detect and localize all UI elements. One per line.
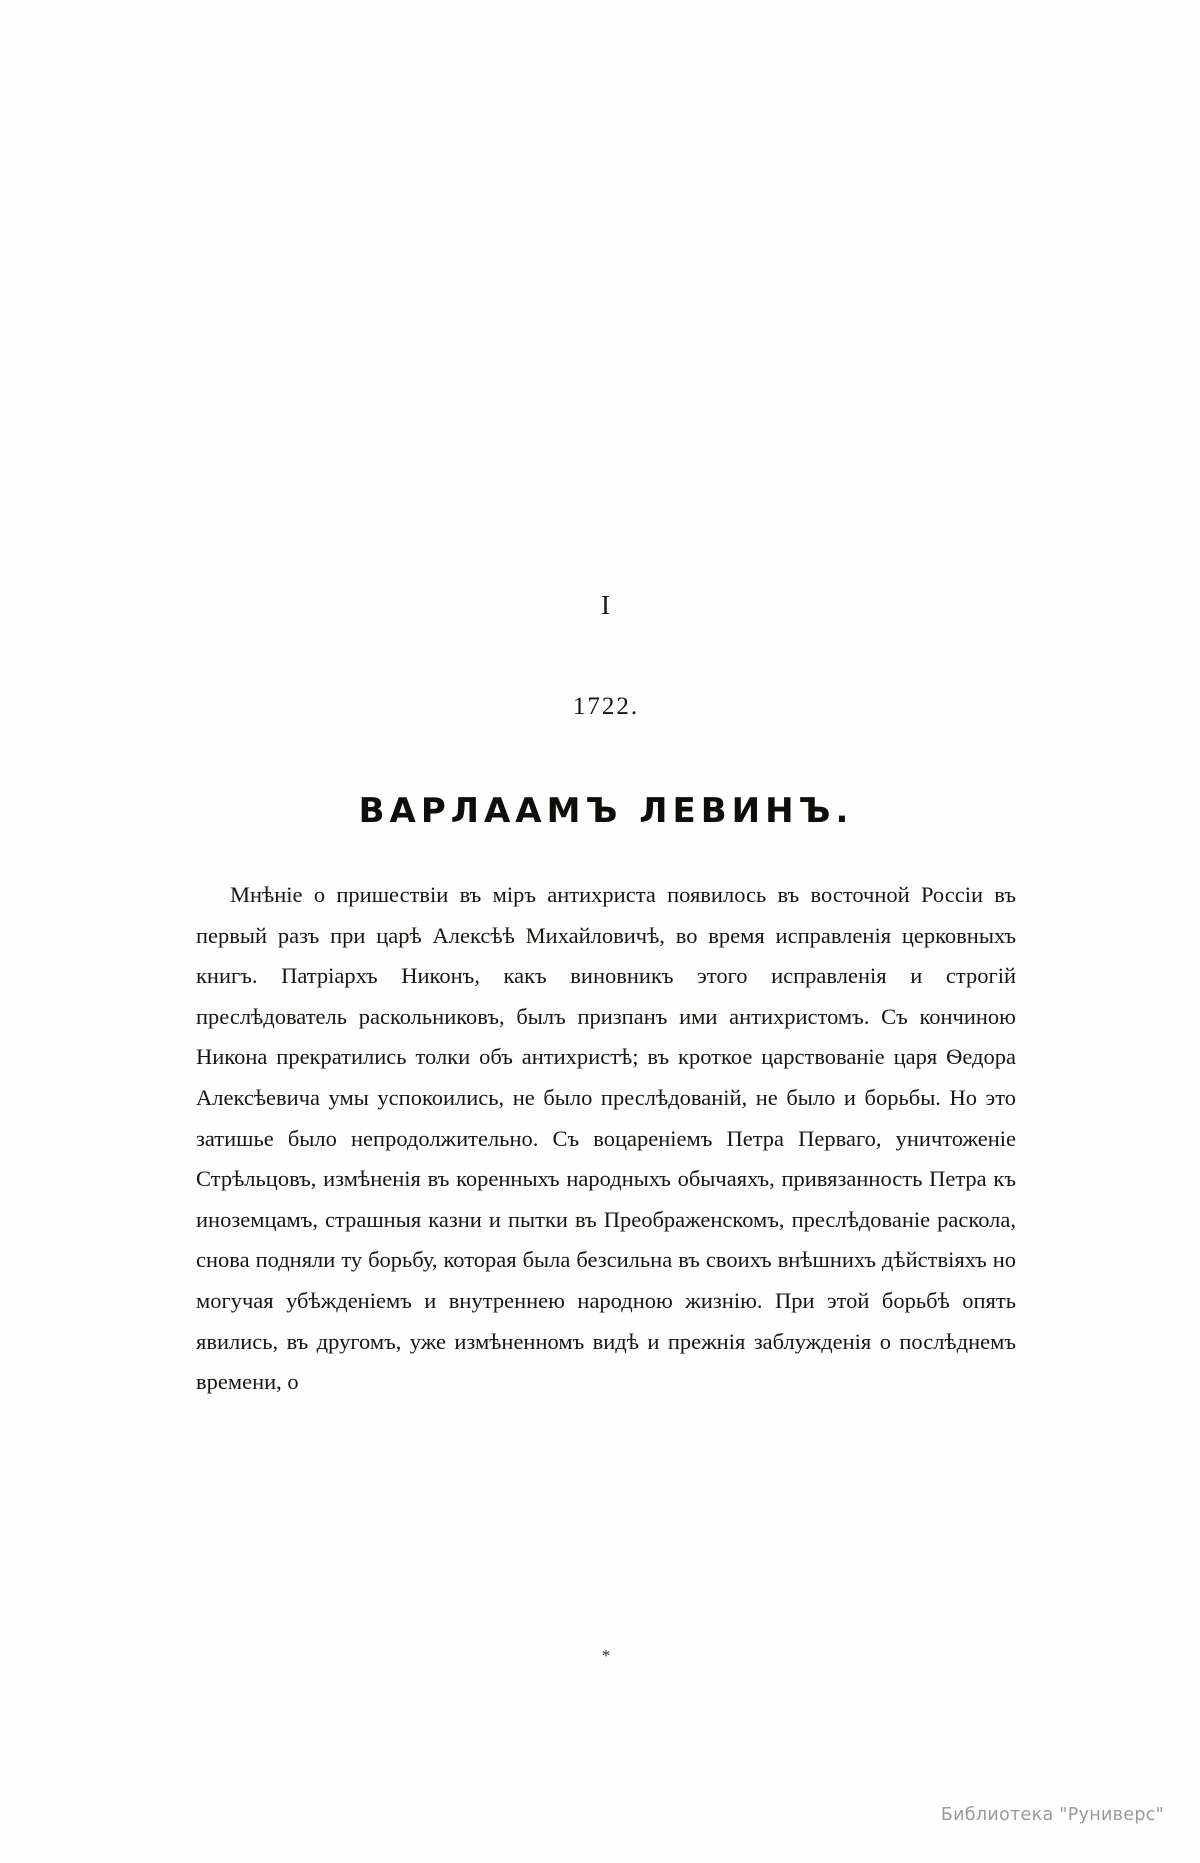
body-paragraph bbox=[196, 875, 1016, 1403]
year-heading: 1722. bbox=[572, 693, 640, 720]
chapter-number: I bbox=[601, 590, 611, 620]
page-title: ВАРЛААМЪ ЛЕВИНЪ. bbox=[358, 791, 854, 831]
page-content bbox=[196, 0, 1016, 1665]
footnote-asterisk: * bbox=[601, 1646, 611, 1665]
body-text: Мнѣніе о пришествіи въ міръ антихриста появилось въ восточной Россіи въ первый разъ при царѣ Алексѣѣ Михайловичѣ, во время исправленія церковныхъ книгъ. Патріархъ Никонъ, какъ виновникъ этого исправленія и строгій преслѣдователь раскольниковъ, былъ призпанъ ими антихристомъ. Съ кончиною Никона прекратились толки объ антихристѣ; въ кроткое царствованіе царя Ѳедора Алексѣевича умы успокоились, не было преслѣдованій, не было и борьбы. Но это затишье было непродолжительно. Съ воцареніемъ Петра Перваго, уничтоженіе Стрѣльцовъ, измѣненія въ коренныхъ народныхъ обычаяхъ, привязанность Петра къ иноземцамъ, страшныя казни и пытки въ Преображенскомъ, преслѣдованіе раскола, снова подняли ту борьбу, которая была безсильна въ своихъ внѣшнихъ дѣйствіяхъ но могучая убѣжденіемъ и внутреннею народною жизнію. При этой борьбѣ опять явились, въ другомъ, уже измѣненномъ видѣ и прежнія заблужденія о послѣднемъ времени, о bbox=[196, 882, 1016, 1395]
library-watermark: Библиотека "Руниверс" bbox=[940, 1805, 1164, 1825]
